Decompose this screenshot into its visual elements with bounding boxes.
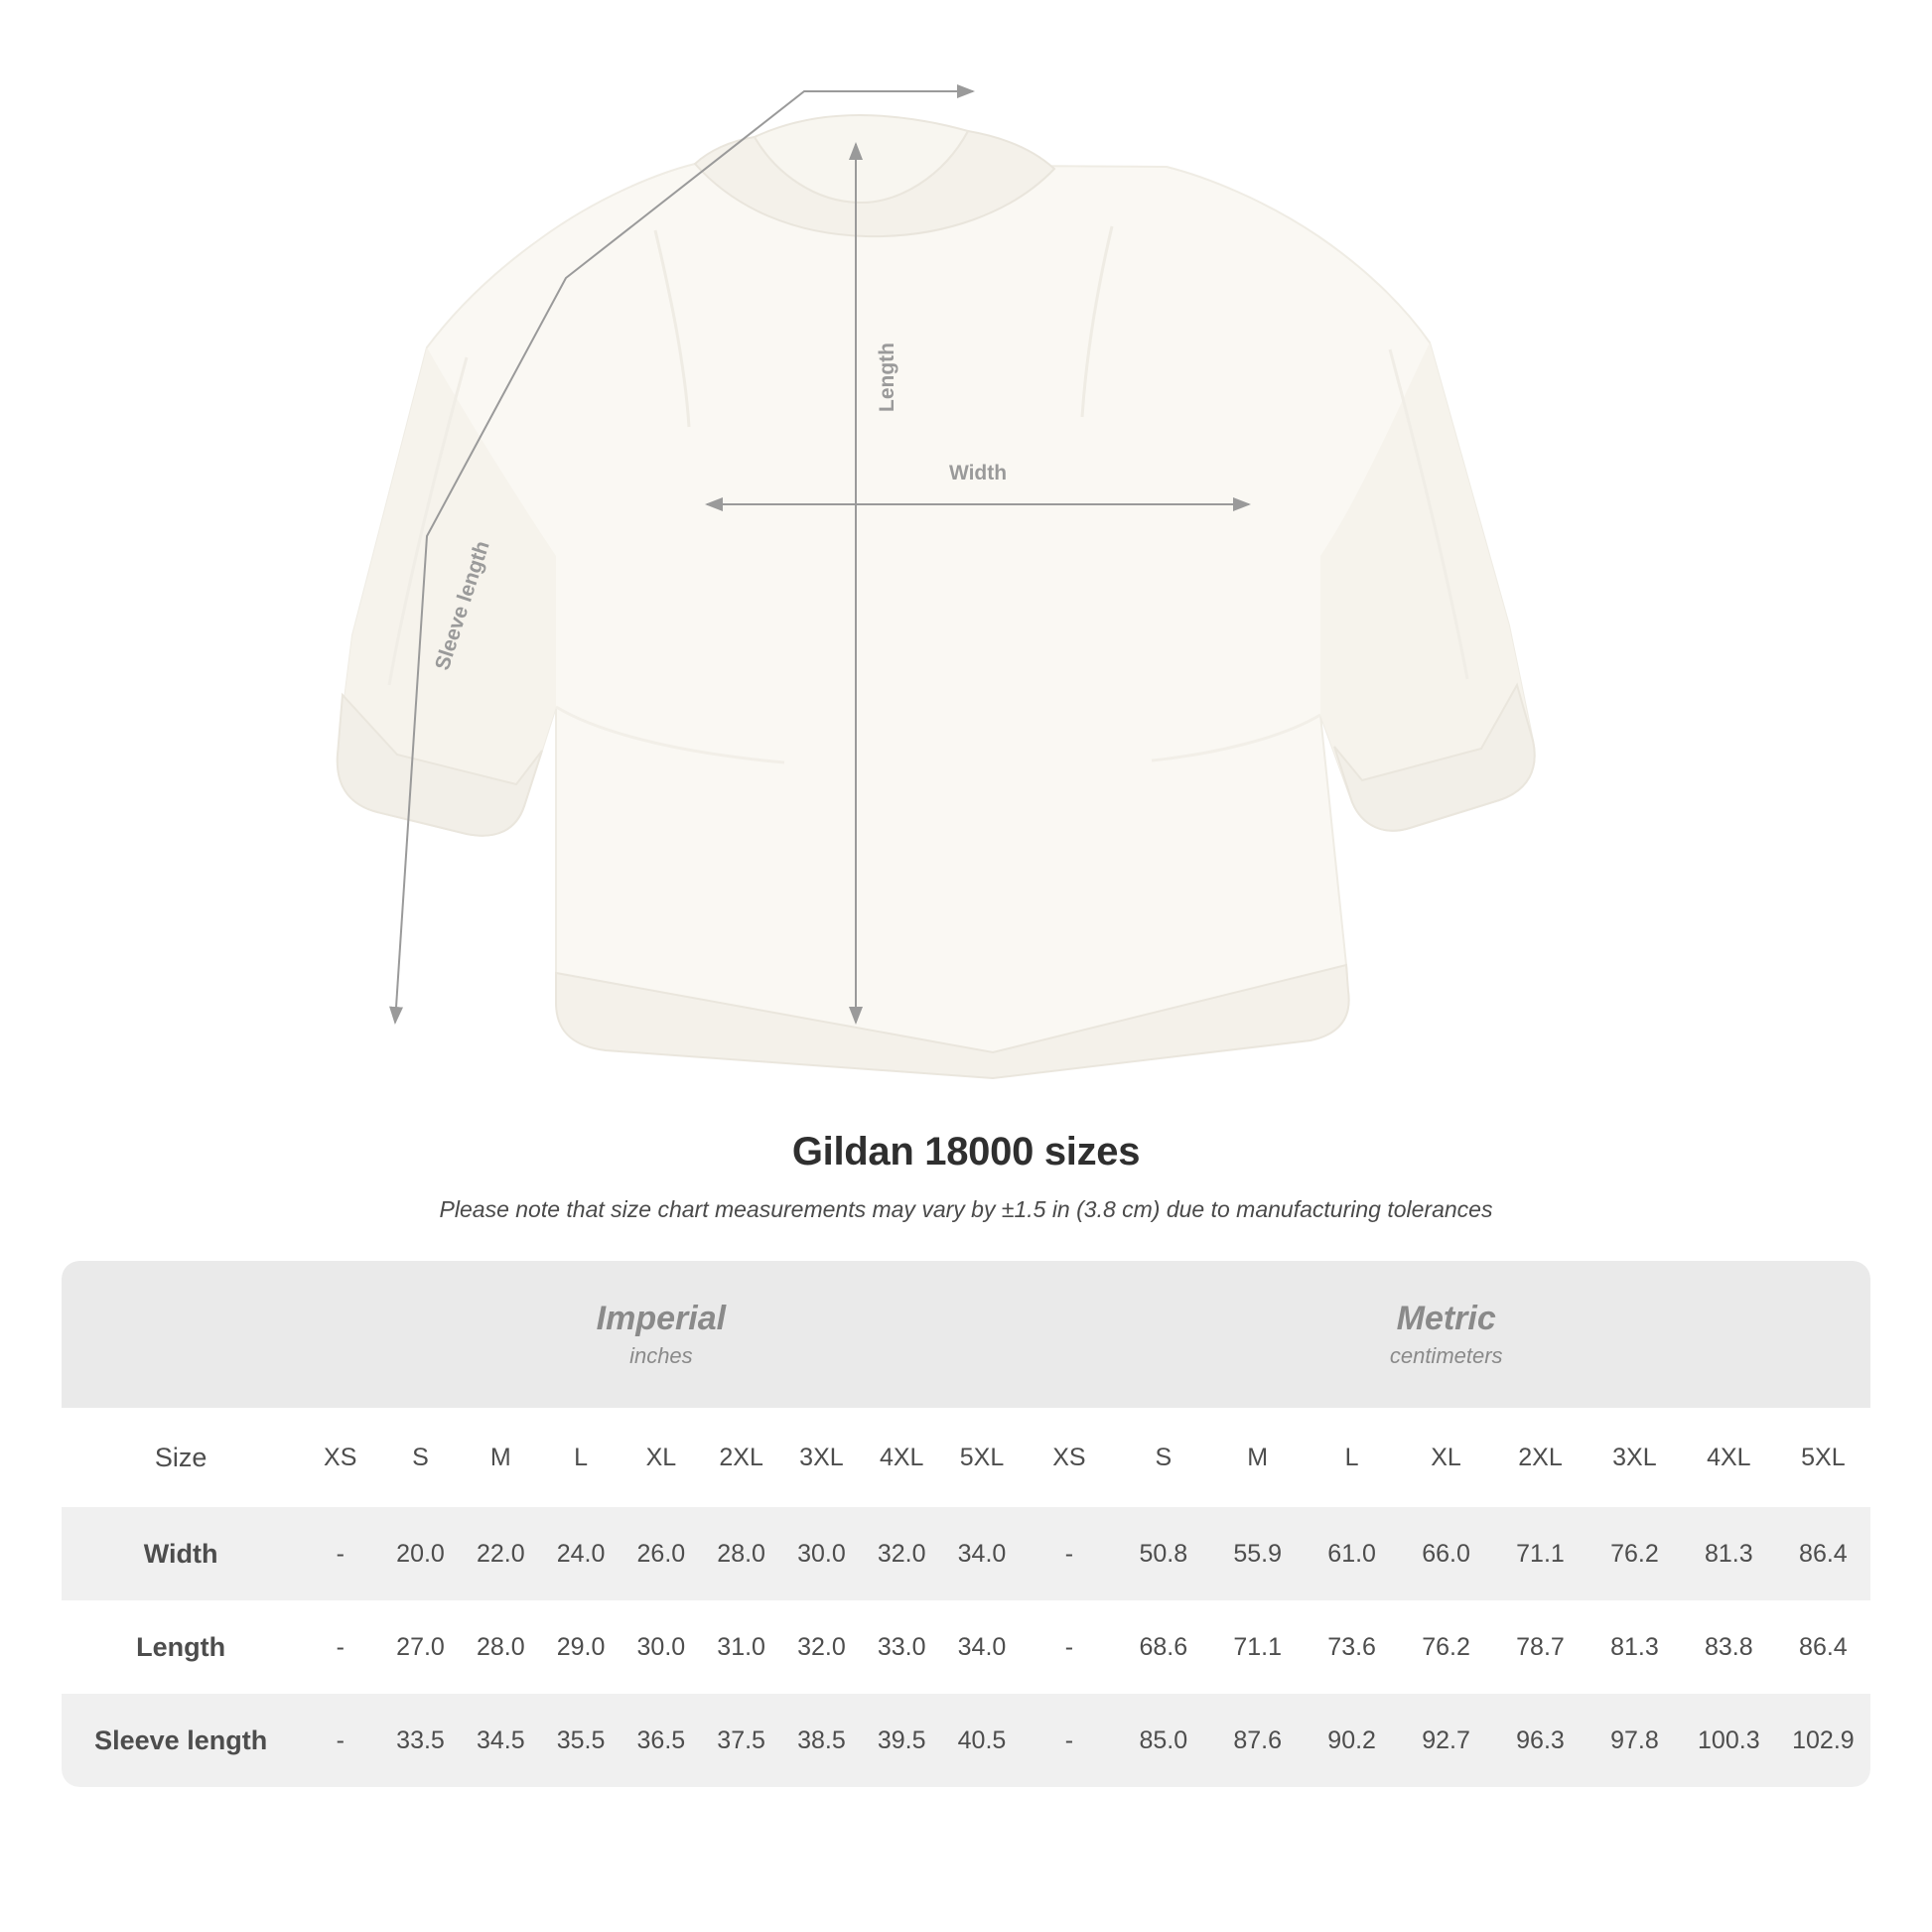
- page-title: Gildan 18000 sizes: [791, 1130, 1141, 1173]
- cell-length-metric-3xl: 81.3: [1610, 1632, 1659, 1661]
- cell-sleeve-metric-xl: 92.7: [1399, 1694, 1493, 1787]
- size-header-imperial-2xl: 2XL: [701, 1408, 781, 1507]
- size-header-imperial-xl: XL: [621, 1408, 701, 1507]
- unit-metric-name: Metric: [1396, 1300, 1496, 1338]
- width-label: Width: [948, 462, 1008, 484]
- size-header-metric-2xl: 2XL: [1493, 1408, 1587, 1507]
- cell-sleeve-imperial-5xl: 40.5: [942, 1694, 1023, 1787]
- size-header-imperial-5xl: 5XL: [942, 1408, 1023, 1507]
- row-label-sleeve-length: Sleeve length: [62, 1694, 300, 1787]
- cell-sleeve-imperial-m: 34.5: [461, 1694, 541, 1787]
- cell-width-imperial-5xl: 34.0: [942, 1507, 1023, 1600]
- cell-length-metric-l: 73.6: [1327, 1632, 1376, 1661]
- cell-sleeve-metric-xs: -: [1022, 1694, 1116, 1787]
- cell-width-metric-s: 50.8: [1116, 1507, 1210, 1600]
- cell-width-imperial-3xl: 30.0: [781, 1507, 862, 1600]
- unit-corner-cell: [62, 1261, 300, 1408]
- cell-length-imperial-5xl: 34.0: [957, 1632, 1007, 1661]
- cell-sleeve-metric-s: 85.0: [1116, 1694, 1210, 1787]
- cell-length-metric-s: 68.6: [1139, 1632, 1188, 1661]
- cell-width-imperial-2xl: 28.0: [701, 1507, 781, 1600]
- cell-length-imperial-s: 27.0: [396, 1632, 445, 1661]
- cell-width-metric-m: 55.9: [1210, 1507, 1305, 1600]
- cell-length-metric-5xl: 86.4: [1799, 1632, 1848, 1661]
- unit-imperial-name: Imperial: [596, 1300, 727, 1338]
- size-header-metric-s: S: [1116, 1408, 1210, 1507]
- cell-width-imperial-m: 22.0: [461, 1507, 541, 1600]
- cell-length-metric-xs: -: [1064, 1632, 1074, 1661]
- cell-sleeve-metric-4xl: 100.3: [1682, 1694, 1776, 1787]
- cell-length-imperial-xl: 30.0: [636, 1632, 686, 1661]
- cell-sleeve-imperial-4xl: 39.5: [862, 1694, 942, 1787]
- table-row: [62, 1694, 1870, 1787]
- cell-sleeve-imperial-xl: 36.5: [621, 1694, 701, 1787]
- cell-length-imperial-4xl: 33.0: [877, 1632, 926, 1661]
- cell-length-imperial-2xl: 31.0: [717, 1632, 765, 1661]
- size-table-wrapper: [62, 1261, 1870, 1787]
- size-header-imperial-m: M: [461, 1408, 541, 1507]
- size-label-cell: Size: [62, 1408, 300, 1507]
- unit-imperial-cell: [300, 1261, 1022, 1408]
- cell-sleeve-metric-m: 87.6: [1210, 1694, 1305, 1787]
- size-table: [62, 1261, 1870, 1787]
- size-header-row: [62, 1408, 1870, 1507]
- sleeve-length-label: Sleeve length: [430, 538, 494, 673]
- cell-sleeve-metric-3xl: 97.8: [1587, 1694, 1682, 1787]
- row-label-length: Length: [136, 1631, 226, 1662]
- cell-width-imperial-xl: 26.0: [621, 1507, 701, 1600]
- size-header-imperial-s: S: [380, 1408, 461, 1507]
- cell-length-metric-xl: 76.2: [1422, 1632, 1470, 1661]
- cell-sleeve-imperial-2xl: 37.5: [701, 1694, 781, 1787]
- cell-sleeve-metric-l: 90.2: [1305, 1694, 1399, 1787]
- table-row: [62, 1600, 1870, 1694]
- cell-width-metric-5xl: 86.4: [1776, 1507, 1870, 1600]
- size-header-metric-5xl: 5XL: [1776, 1408, 1870, 1507]
- cell-length-imperial-xs: -: [336, 1632, 345, 1661]
- sweatshirt-graphic: [338, 115, 1535, 1078]
- cell-sleeve-metric-5xl: 102.9: [1776, 1694, 1870, 1787]
- cell-width-imperial-s: 20.0: [380, 1507, 461, 1600]
- cell-length-metric-2xl: 78.7: [1516, 1632, 1565, 1661]
- unit-metric-sub: centimeters: [1389, 1342, 1503, 1368]
- cell-width-imperial-xs: -: [300, 1507, 380, 1600]
- row-label-width: Width: [62, 1507, 300, 1600]
- unit-imperial-sub: inches: [629, 1342, 693, 1368]
- cell-length-imperial-l: 29.0: [556, 1632, 606, 1661]
- cell-width-metric-l: 61.0: [1305, 1507, 1399, 1600]
- length-label: Length: [876, 343, 898, 412]
- cell-width-metric-xl: 66.0: [1399, 1507, 1493, 1600]
- size-header-metric-xl: XL: [1399, 1408, 1493, 1507]
- size-header-metric-l: L: [1305, 1408, 1399, 1507]
- cell-length-metric-m: 71.1: [1233, 1632, 1283, 1661]
- cell-width-metric-xs: -: [1022, 1507, 1116, 1600]
- size-header-imperial-xs: XS: [300, 1408, 380, 1507]
- cell-width-metric-2xl: 71.1: [1493, 1507, 1587, 1600]
- tolerance-note: Please note that size chart measurements may vary by ±1.5 in (3.8 cm) due to manufacturing tolerances: [439, 1196, 1493, 1222]
- cell-width-imperial-l: 24.0: [541, 1507, 621, 1600]
- cell-sleeve-metric-2xl: 96.3: [1493, 1694, 1587, 1787]
- cell-sleeve-imperial-xs: -: [300, 1694, 380, 1787]
- cell-length-imperial-3xl: 32.0: [797, 1632, 846, 1661]
- table-row: [62, 1507, 1870, 1600]
- heading-block: [0, 1130, 1932, 1223]
- cell-sleeve-imperial-3xl: 38.5: [781, 1694, 862, 1787]
- cell-sleeve-imperial-l: 35.5: [541, 1694, 621, 1787]
- size-header-imperial-l: L: [541, 1408, 621, 1507]
- unit-metric-cell: [1022, 1261, 1870, 1408]
- size-header-metric-xs: XS: [1022, 1408, 1116, 1507]
- size-header-imperial-3xl: 3XL: [781, 1408, 862, 1507]
- cell-length-imperial-m: 28.0: [476, 1632, 525, 1661]
- size-header-metric-m: M: [1210, 1408, 1305, 1507]
- size-header-metric-4xl: 4XL: [1682, 1408, 1776, 1507]
- unit-header-row: [62, 1261, 1870, 1408]
- cell-width-imperial-4xl: 32.0: [862, 1507, 942, 1600]
- cell-width-metric-4xl: 81.3: [1682, 1507, 1776, 1600]
- cell-length-metric-4xl: 83.8: [1704, 1632, 1753, 1661]
- size-header-imperial-4xl: 4XL: [862, 1408, 942, 1507]
- cell-width-metric-3xl: 76.2: [1587, 1507, 1682, 1600]
- size-header-metric-3xl: 3XL: [1587, 1408, 1682, 1507]
- cell-sleeve-imperial-s: 33.5: [380, 1694, 461, 1787]
